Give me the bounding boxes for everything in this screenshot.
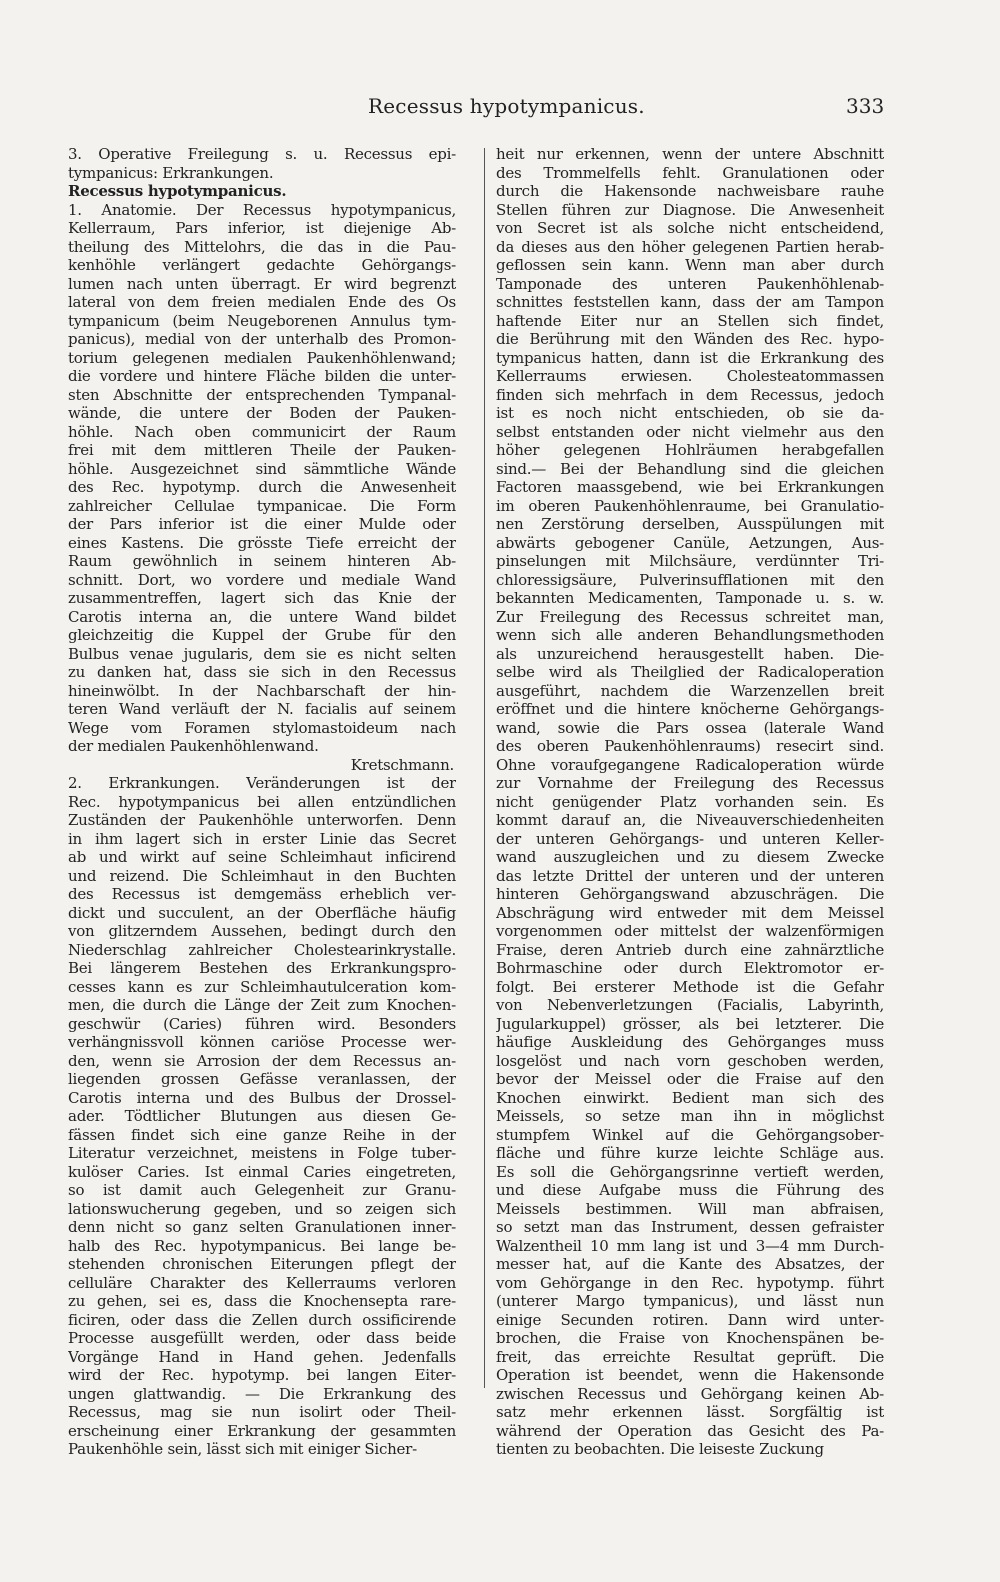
left-column [68,145,456,1459]
text-line: zu gehen, sei es, dass die Knochensepta rare- [68,1292,456,1310]
text-line: zu danken hat, dass sie sich in den Recessus [68,663,456,681]
text-line: zahlreicher Cellulae tympanicae. Die Form [68,496,456,515]
text-line: Operation ist beendet, wenn die Hakensonde [496,1366,884,1384]
text-line: stehenden chronischen Eiterungen pflegt der [68,1255,456,1273]
text-line: eröffnet und die hintere knöcherne Gehörgangs- [496,700,884,718]
text-line: höhle. Ausgezeichnet sind sämmtliche Wände [68,459,456,478]
text-line: Factoren maassgebend, wie bei Erkrankungen [496,478,884,496]
text-line: Jugularkuppel) grösser, als bei letzterer. Die [496,1014,884,1033]
text-line: abwärts gebogener Canüle, Aetzungen, Aus- [496,533,884,552]
text-line: Tamponade des unteren Paukenhöhlenab- [496,274,884,293]
text-line: Kellerraum, Pars inferior, ist diejenige Ab- [68,219,456,237]
text-line: sten Abschnitte der entsprechenden Tympanal- [68,385,456,404]
text-line: der medialen Paukenhöhlenwand. [68,737,319,755]
text-line: stumpfem Winkel auf die Gehörgangsober- [496,1125,884,1144]
text-line: vorgenommen oder mittelst der walzenförmigen [496,922,884,940]
text-line: Kellerraums erwiesen. Cholesteatommassen [496,367,884,385]
column-divider [484,148,485,1388]
text-line: Processe ausgefüllt werden, oder dass beide [68,1329,456,1347]
text-line: lateral von dem freien medialen Ende des Os [68,293,456,311]
text-line: denn nicht so ganz selten Granulationen inner- [68,1218,456,1236]
text-line: folgt. Bei ersterer Methode ist die Gefahr [496,977,884,996]
text-line: ist es noch nicht entschieden, ob sie da- [496,404,884,422]
text-line: sind.— Bei der Behandlung sind die gleichen [496,459,884,478]
text-line: schnittes feststellen kann, dass der am Tampon [496,293,884,311]
text-line: Vorgänge Hand in Hand gehen. Jedenfalls [68,1347,456,1366]
text-line: das letzte Drittel der unteren und der unteren [496,866,884,885]
text-line: heit nur erkennen, wenn der untere Abschnitt [496,145,884,163]
text-line: chloressigsäure, Pulverinsufflationen mit den [496,570,884,589]
text-line: Zur Freilegung des Recessus schreitet man, [496,607,884,626]
text-line: wand auszugleichen und zu diesem Zwecke [496,848,884,866]
text-line: Zuständen der Paukenhöhle unterworfen. Denn [68,811,456,829]
text-line: ab und wirkt auf seine Schleimhaut inficirend [68,848,456,866]
text-line: 1. Anatomie. Der Recessus hypotympanicus, [68,200,456,219]
text-line: ficiren, oder dass die Zellen durch ossificirende [68,1310,456,1329]
text-line: häufige Auskleidung des Gehörganges muss [496,1033,884,1051]
text-line: Bohrmaschine oder durch Elektromotor er- [496,959,884,977]
text-line: Ohne voraufgegangene Radicaloperation würde [496,755,884,774]
text-line: satz mehr erkennen lässt. Sorgfältig ist [496,1403,884,1421]
text-line: Niederschlag zahlreicher Cholestearinkrystalle. [68,940,456,959]
text-line: Abschrägung wird entweder mit dem Meissel [496,903,884,922]
text-line: kommt darauf an, die Niveauverschiedenheiten [496,811,884,829]
text-line: Stellen führen zur Diagnose. Die Anwesenheit [496,200,884,219]
text-line: tienten zu beobachten. Die leiseste Zuckung [496,1440,824,1458]
text-line: men, die durch die Länge der Zeit zum Knochen- [68,996,456,1014]
author-signature: Kretschmann. [350,755,454,774]
text-line: hineinwölbt. In der Nachbarschaft der hin- [68,681,456,700]
text-line: haftende Eiter nur an Stellen sich findet, [496,311,884,330]
text-line: Fraise, deren Antrieb durch eine zahnärztliche [496,940,884,959]
text-line: schnitt. Dort, wo vordere und mediale Wand [68,570,456,589]
text-line: zur Vornahme der Freilegung des Recessus [496,774,884,792]
text-line: Walzentheil 10 mm lang ist und 3—4 mm Durch- [496,1236,884,1255]
text-line: Meissels bestimmen. Will man abfraisen, [496,1199,884,1218]
text-line: so setzt man das Instrument, dessen gefraister [496,1218,884,1236]
text-line: so ist damit auch Gelegenheit zur Granu- [68,1181,456,1199]
text-line: Knochen einwirkt. Bedient man sich des [496,1088,884,1107]
text-line: Recessus hypotympanicus. [68,182,287,200]
text-line: ader. Tödtlicher Blutungen aus diesen Ge- [68,1107,456,1125]
running-title: Recessus hypotympanicus. [368,94,645,118]
text-line: Bulbus venae jugularis, dem sie es nicht selten [68,644,456,663]
text-line: tympanicum (beim Neugeborenen Annulus tym- [68,311,456,330]
text-line: frei mit dem mittleren Theile der Pauken- [68,441,456,459]
text-line: geschwür (Caries) führen wird. Besonders [68,1014,456,1033]
text-line: Meissels, so setze man ihn in möglichst [496,1107,884,1125]
text-line: Es soll die Gehörgangsrinne vertieft werden, [496,1162,884,1181]
text-line: Wege vom Foramen stylomastoideum nach [68,718,456,737]
text-line: einige Secunden rotiren. Dann wird unter- [496,1310,884,1329]
text-line: ungen glattwandig. — Die Erkrankung des [68,1384,456,1403]
text-line: da dieses aus den höher gelegenen Partien herab- [496,237,884,256]
text-line: kulöser Caries. Ist einmal Caries eingetreten, [68,1162,456,1181]
text-line: bevor der Meissel oder die Fraise auf den [496,1070,884,1088]
text-line: torium gelegenen medialen Paukenhöhlenwand; [68,348,456,367]
text-line: (unterer Margo tympanicus), und lässt nun [496,1292,884,1310]
text-line: die vordere und hintere Fläche bilden die unter- [68,367,456,385]
text-line: geflossen sein kann. Wenn man aber durch [496,256,884,274]
text-line: cesses kann es zur Schleimhautulceration kom- [68,977,456,996]
text-line: hinteren Gehörgangswand abzuschrägen. Die [496,885,884,903]
text-line: den, wenn sie Arrosion der dem Recessus an- [68,1051,456,1070]
text-line: fläche und führe kurze leichte Schläge aus. [496,1144,884,1162]
text-line: Carotis interna und des Bulbus der Drossel- [68,1088,456,1107]
text-line: Bei längerem Bestehen des Erkrankungspro- [68,959,456,977]
text-line: eines Kastens. Die grösste Tiefe erreicht der [68,533,456,552]
text-line: Recessus, mag sie nun isolirt oder Theil- [68,1403,456,1421]
text-line: wird der Rec. hypotymp. bei langen Eiter- [68,1366,456,1384]
text-line: 3. Operative Freilegung s. u. Recessus epi- [68,145,456,163]
text-line: celluläre Charakter des Kellerraums verloren [68,1273,456,1292]
text-line: der Pars inferior ist die einer Mulde oder [68,515,456,533]
text-line: gleichzeitig die Kuppel der Grube für den [68,626,456,644]
text-line: dickt und succulent, an der Oberfläche häufig [68,903,456,922]
text-line: lumen nach unten überragt. Er wird begrenzt [68,274,456,293]
text-line: wenn sich alle anderen Behandlungsmethoden [496,626,884,644]
text-line: Paukenhöhle sein, lässt sich mit einiger Sicher- [68,1440,417,1458]
text-line: der unteren Gehörgangs- und unteren Keller- [496,829,884,848]
text-line: und diese Aufgabe muss die Führung des [496,1181,884,1199]
text-line: Literatur verzeichnet, meistens in Folge tuber- [68,1144,456,1162]
text-line: verhängnissvoll können cariöse Processe wer- [68,1033,456,1051]
text-line: brochen, die Fraise von Knochenspänen be- [496,1329,884,1347]
text-line: tympanicus hatten, dann ist die Erkrankung des [496,348,884,367]
text-line: pinselungen mit Milchsäure, verdünnter Tri- [496,552,884,570]
text-line: freit, das erreichte Resultat geprüft. Die [496,1347,884,1366]
text-line: lationswucherung gegeben, und so zeigen sich [68,1199,456,1218]
text-line: von Nebenverletzungen (Facialis, Labyrinth, [496,996,884,1014]
text-line: nicht genügender Platz vorhanden sein. Es [496,792,884,811]
text-line: vom Gehörgange in den Rec. hypotymp. führt [496,1273,884,1292]
text-line: Raum gewöhnlich in seinem hinteren Ab- [68,552,456,570]
text-line: als unzureichend herausgestellt haben. Die- [496,644,884,663]
text-line: des Trommelfells fehlt. Granulationen oder [496,163,884,182]
text-line: messer hat, auf die Kante des Absatzes, der [496,1255,884,1273]
text-line: Rec. hypotympanicus bei allen entzündlichen [68,792,456,811]
text-line: liegenden grossen Gefässe veranlassen, der [68,1070,456,1088]
text-line: höher gelegenen Hohlräumen herabgefallen [496,441,884,459]
text-line: Carotis interna an, die untere Wand bildet [68,607,456,626]
text-line: kenhöhle verlängert gedachte Gehörgangs- [68,256,456,274]
text-line: des oberen Paukenhöhlenraums) resecirt sind. [496,737,884,755]
text-line: während der Operation das Gesicht des Pa- [496,1421,884,1440]
right-column [496,145,884,1459]
text-line: durch die Hakensonde nachweisbare rauhe [496,182,884,200]
text-line: selbst entstanden oder nicht vielmehr aus den [496,422,884,441]
text-line: ausgeführt, nachdem die Warzenzellen breit [496,681,884,700]
text-line: zwischen Recessus und Gehörgang keinen Ab- [496,1384,884,1403]
text-line: wände, die untere der Boden der Pauken- [68,404,456,422]
text-line: losgelöst und nach vorn geschoben werden, [496,1051,884,1070]
text-line: 2. Erkrankungen. Veränderungen ist der [68,774,456,792]
text-line: theilung des Mittelohrs, die das in die Pau- [68,237,456,256]
text-line: fässen findet sich eine ganze Reihe in der [68,1125,456,1144]
text-line: wand, sowie die Pars ossea (laterale Wand [496,718,884,737]
text-line: halb des Rec. hypotympanicus. Bei lange be- [68,1236,456,1255]
text-line: finden sich mehrfach in dem Recessus, jedoch [496,385,884,404]
text-line: des Rec. hypotymp. durch die Anwesenheit [68,478,456,496]
text-line: tympanicus: Erkrankungen. [68,163,274,182]
text-line: in ihm lagert sich in erster Linie das Secret [68,829,456,848]
text-line: von glitzerndem Aussehen, bedingt durch den [68,922,456,940]
text-line: von Secret ist als solche nicht entscheidend, [496,219,884,237]
text-line: nen Zerstörung derselben, Ausspülungen mit [496,515,884,533]
text-line: im oberen Paukenhöhlenraume, bei Granulatio- [496,496,884,515]
text-line: panicus), medial von der unterhalb des Promon- [68,330,456,348]
text-line: und reizend. Die Schleimhaut in den Buchten [68,866,456,885]
text-line: des Recessus ist demgemäss erheblich ver- [68,885,456,903]
text-line: selbe wird als Theilglied der Radicaloperation [496,663,884,681]
text-line: zusammentreffen, lagert sich das Knie der [68,589,456,607]
text-line: bekannten Medicamenten, Tamponade u. s. w. [496,589,884,607]
text-line: erscheinung einer Erkrankung der gesammten [68,1421,456,1440]
text-line: teren Wand verläuft der N. facialis auf seinem [68,700,456,718]
text-line: höhle. Nach oben communicirt der Raum [68,422,456,441]
page-number: 333 [846,94,885,118]
text-line: die Berührung mit den Wänden des Rec. hypo- [496,330,884,348]
